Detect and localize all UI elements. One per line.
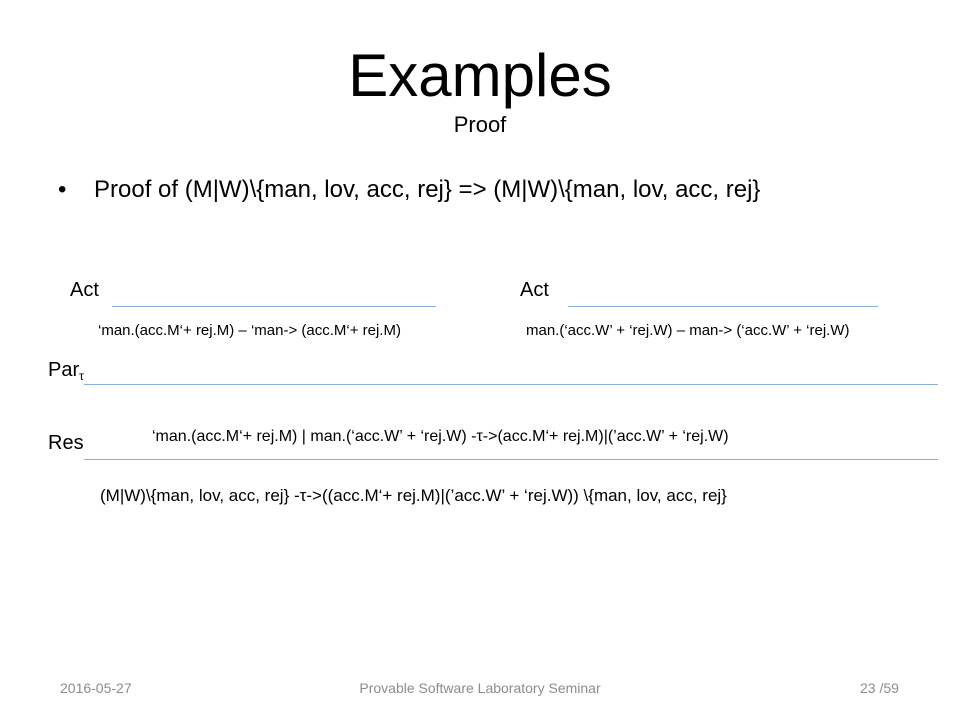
act-left-inference-line — [112, 306, 436, 307]
par-label-text: Par — [48, 359, 80, 381]
bullet-item — [58, 174, 760, 206]
act-left-expression: ‘man.(acc.M‘+ rej.M) – ‘man-> (acc.M‘+ rej.M) — [98, 322, 401, 339]
slide-subtitle: Proof — [453, 112, 507, 137]
footer-date: 2016-05-27 — [60, 680, 132, 696]
par-inference-line — [84, 384, 938, 385]
bullet-marker: • — [58, 176, 67, 203]
act-right-expression: man.(‘acc.W’ + ‘rej.W) – man-> (‘acc.W’ + ‘rej.W) — [526, 322, 850, 339]
slide-title: Examples — [348, 42, 612, 109]
res-label: Res — [48, 432, 84, 454]
final-conclusion: (M|W)\{man, lov, acc, rej} -τ->((acc.M‘+ rej.M)|(’acc.W’ + ‘rej.W)) \{man, lov, acc, rej} — [100, 486, 727, 505]
footer-title: Provable Software Laboratory Seminar — [359, 680, 601, 696]
act-right-label: Act — [520, 279, 549, 301]
par-label — [48, 358, 84, 388]
page-number: 23 /59 — [860, 680, 899, 696]
res-expression: ‘man.(acc.M‘+ rej.M) | man.(‘acc.W’ + ‘rej.W) -τ->(acc.M‘+ rej.M)|(’acc.W’ + ‘rej.W) — [152, 428, 729, 445]
act-right-inference-line — [568, 306, 878, 307]
res-inference-line — [84, 459, 938, 460]
par-subscript: τ — [79, 369, 84, 383]
bullet-text: Proof of (M|W)\{man, lov, acc, rej} => (M|W)\{man, lov, acc, rej} — [94, 176, 761, 203]
act-left-label: Act — [70, 279, 99, 301]
